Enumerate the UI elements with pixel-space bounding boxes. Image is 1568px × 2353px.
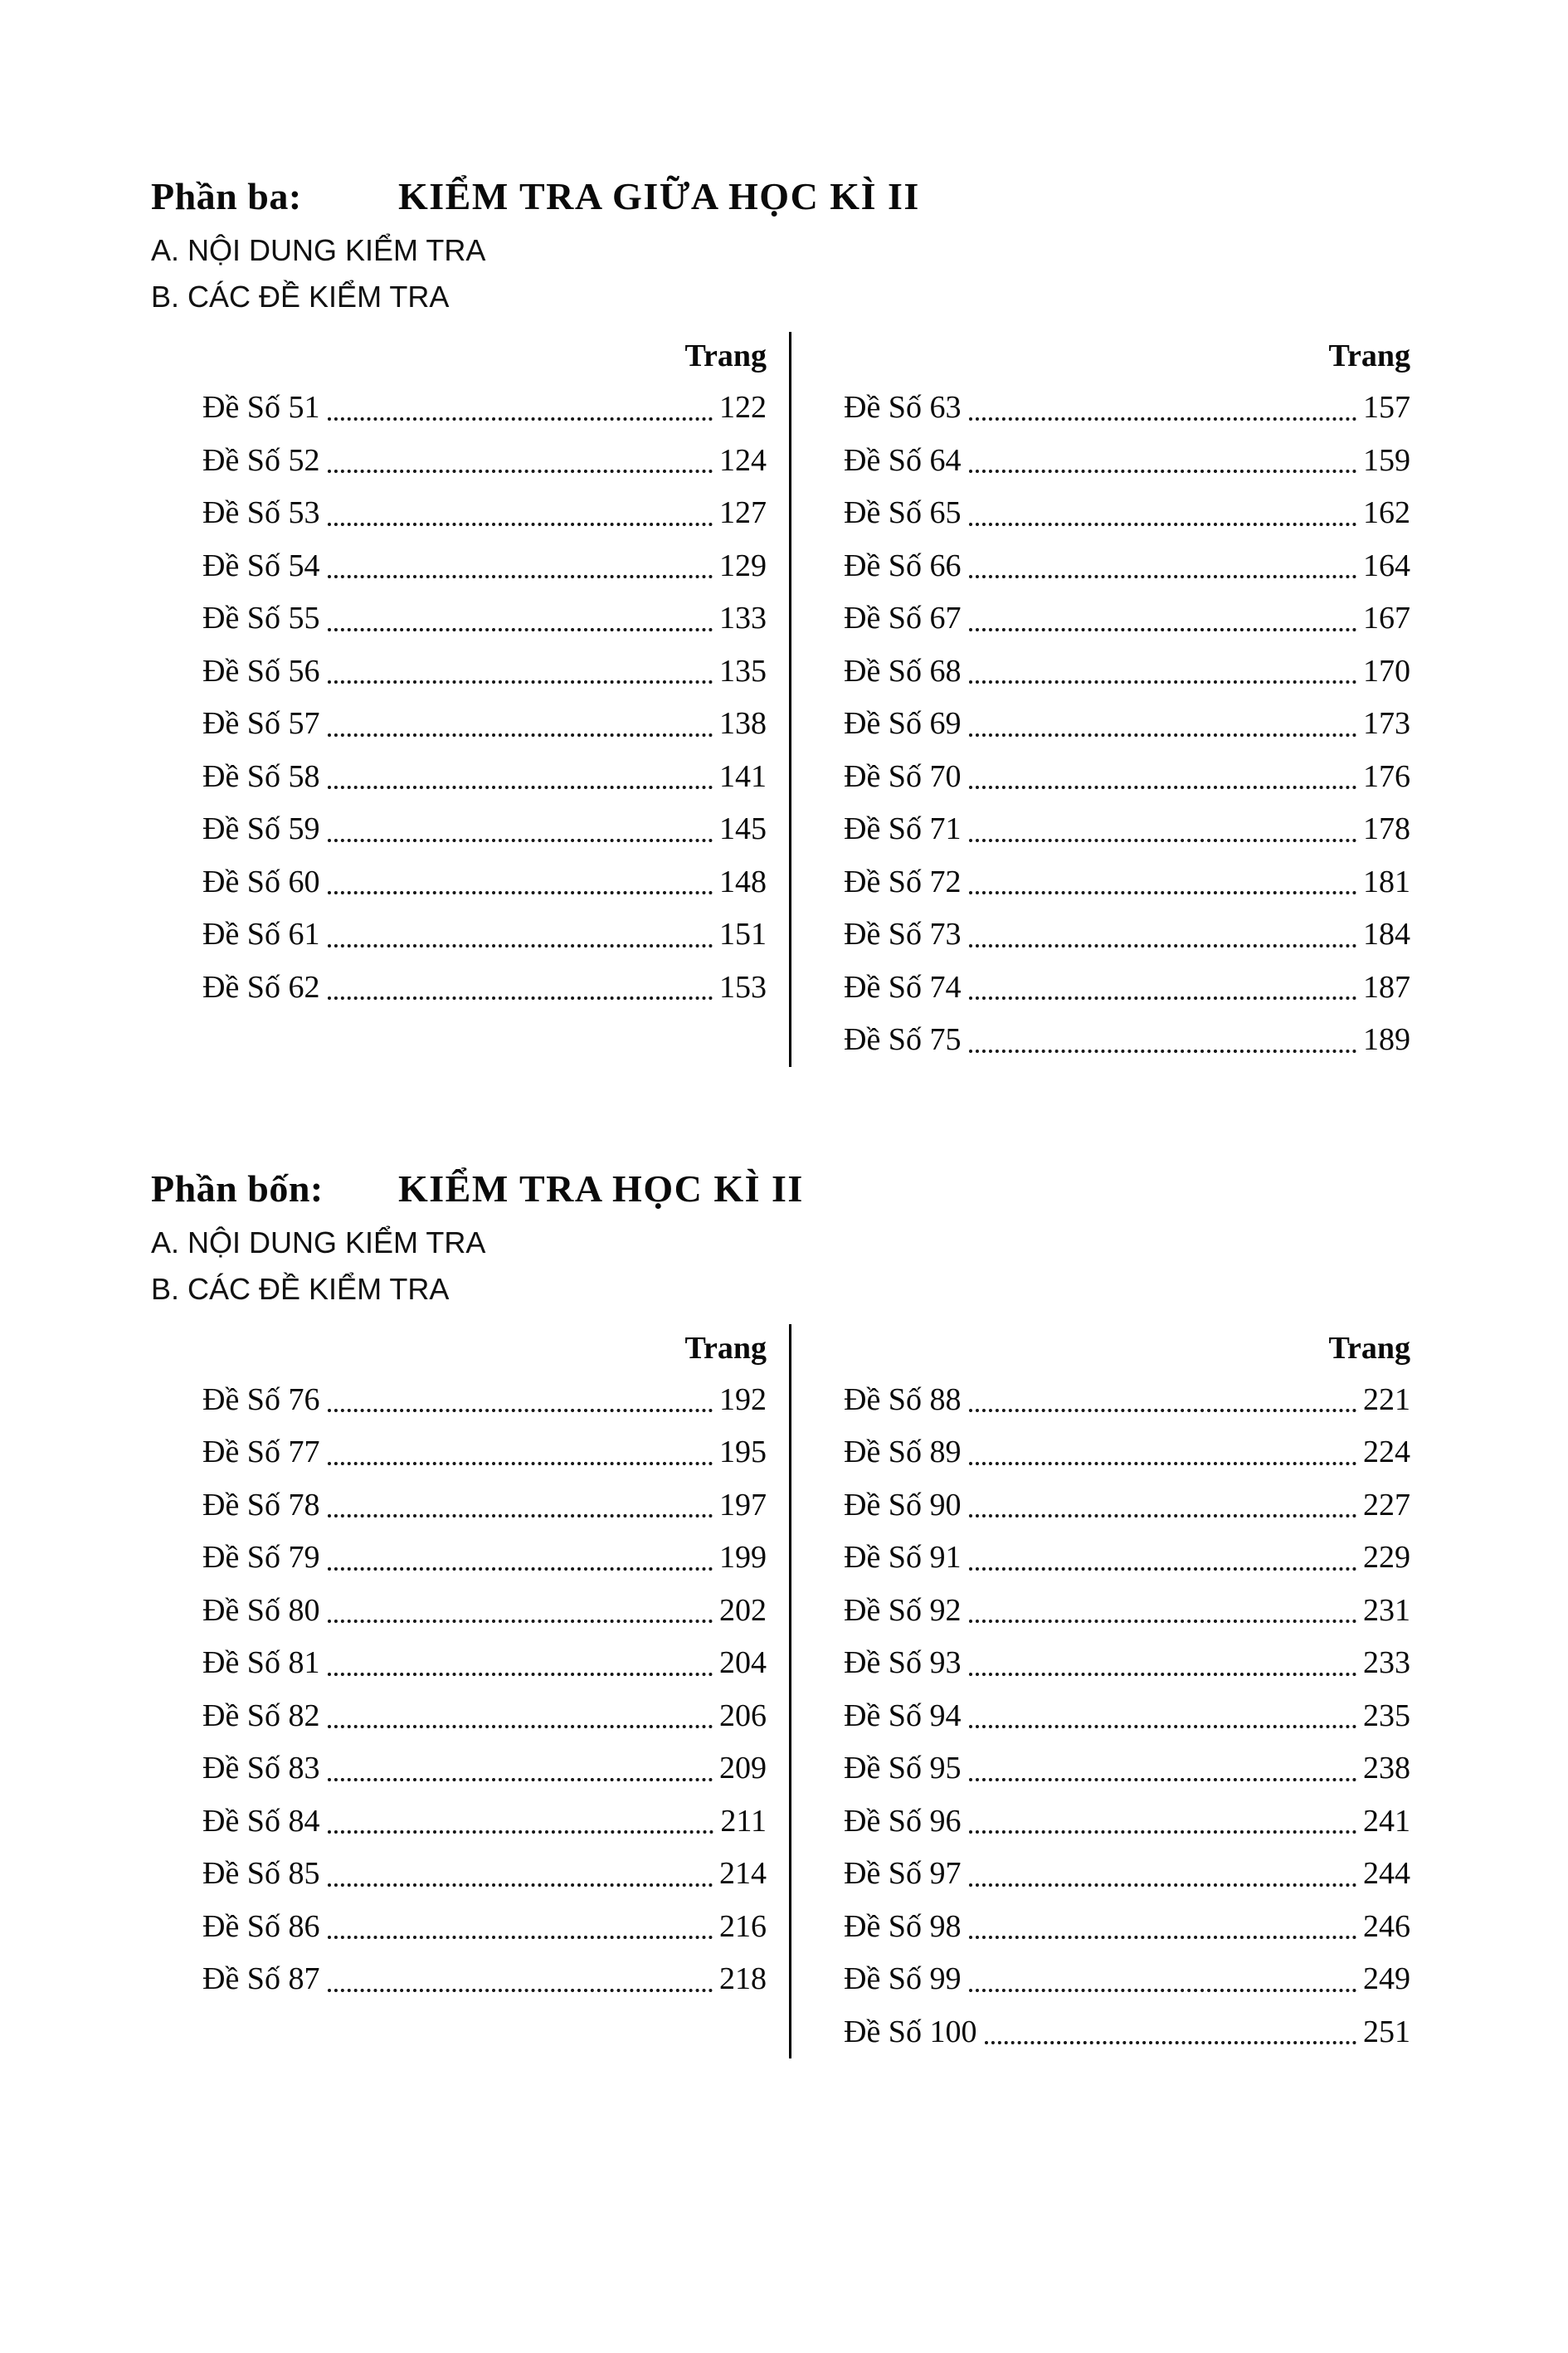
dot-leader (969, 575, 1356, 578)
toc-entry-label: Đề Số 57 (202, 706, 320, 741)
toc-entry-page: 249 (1363, 1961, 1410, 1996)
toc-entry (202, 1848, 767, 1901)
toc-entry-page: 206 (719, 1698, 767, 1733)
toc-entry-page: 227 (1363, 1487, 1410, 1522)
toc-entry (202, 487, 767, 540)
toc-entry-label: Đề Số 97 (844, 1856, 962, 1891)
toc-entry-label: Đề Số 54 (202, 548, 320, 583)
toc-entry-label: Đề Số 81 (202, 1645, 320, 1680)
toc-column-left (151, 1324, 791, 2059)
dot-leader (328, 417, 713, 421)
toc-entry-page: 192 (719, 1381, 767, 1417)
toc-entry-label: Đề Số 100 (844, 2014, 977, 2049)
toc-entry-label: Đề Số 53 (202, 495, 320, 530)
dot-leader (969, 1673, 1356, 1676)
toc-entry (202, 1637, 767, 1690)
dot-leader (328, 523, 713, 526)
toc-entry (844, 1795, 1410, 1849)
toc-entry-label: Đề Số 98 (844, 1908, 962, 1944)
toc-entry-page: 157 (1363, 390, 1410, 425)
toc-entry-page: 224 (1363, 1435, 1410, 1469)
toc-entry-label: Đề Số 74 (844, 969, 962, 1005)
dot-leader (328, 1514, 713, 1518)
dot-leader (328, 733, 713, 737)
toc-entry (202, 1901, 767, 1954)
toc-entry-page: 184 (1363, 917, 1410, 952)
toc-entry-label: Đề Số 99 (844, 1961, 962, 1996)
toc-entry-page: 170 (1363, 653, 1410, 689)
toc-entry-label: Đề Số 62 (202, 969, 320, 1005)
toc-entry-label: Đề Số 94 (844, 1698, 962, 1733)
section-heading-label: Phần bốn: (151, 1167, 324, 1210)
toc-entry-label: Đề Số 77 (202, 1435, 320, 1469)
dot-leader (328, 1567, 713, 1571)
toc-entry (844, 856, 1410, 909)
toc-entry-page: 233 (1363, 1645, 1410, 1680)
section-heading-label: Phần ba: (151, 175, 302, 217)
section-heading (151, 173, 1410, 221)
toc-entry (844, 592, 1410, 645)
toc-entry (202, 540, 767, 593)
toc-entry-page: 181 (1363, 864, 1410, 899)
toc-entry (844, 803, 1410, 856)
toc-entry-list (202, 382, 767, 1014)
dot-leader (969, 1514, 1356, 1518)
toc-entry-label: Đề Số 58 (202, 758, 320, 794)
toc-entry-label: Đề Số 89 (844, 1435, 962, 1469)
toc-entry-page: 187 (1363, 969, 1410, 1005)
toc-entry (844, 1901, 1410, 1954)
dot-leader (969, 839, 1356, 842)
dot-leader (969, 1778, 1356, 1781)
dot-leader (985, 2041, 1356, 2044)
toc-entry-list (844, 382, 1410, 1067)
dot-leader (328, 1830, 713, 1834)
toc-entry (844, 1690, 1410, 1743)
dot-leader (969, 1936, 1356, 1939)
toc-entry-label: Đề Số 78 (202, 1487, 320, 1522)
dot-leader (969, 786, 1356, 789)
dot-leader (969, 1462, 1356, 1465)
toc-entry (844, 1637, 1410, 1690)
toc-entry (202, 1795, 767, 1849)
toc-entry-label: Đề Số 56 (202, 653, 320, 689)
dot-leader (328, 786, 713, 789)
toc-entry-page: 127 (719, 495, 767, 530)
toc-entry-page: 211 (720, 1803, 767, 1839)
toc-entry (202, 1742, 767, 1795)
toc-entry-label: Đề Số 75 (844, 1022, 962, 1057)
toc-entry-page: 216 (719, 1908, 767, 1944)
toc-entry-page: 178 (1363, 811, 1410, 846)
toc-entry (202, 1953, 767, 2006)
toc-entry-page: 176 (1363, 758, 1410, 794)
toc-entry-page: 209 (719, 1751, 767, 1785)
dot-leader (969, 417, 1356, 421)
toc-entry-label: Đề Số 70 (844, 758, 962, 794)
toc-entry (202, 382, 767, 435)
toc-entry-label: Đề Số 59 (202, 811, 320, 846)
toc-entry (844, 435, 1410, 488)
toc-entry-label: Đề Số 87 (202, 1961, 320, 1996)
toc-entry-page: 218 (719, 1961, 767, 1996)
dot-leader (969, 470, 1356, 473)
toc-entry-label: Đề Số 66 (844, 548, 962, 583)
dot-leader (969, 733, 1356, 737)
dot-leader (969, 1989, 1356, 1992)
toc-entry (844, 1953, 1410, 2006)
toc-entry-list (844, 1374, 1410, 2059)
dot-leader (328, 1778, 713, 1781)
toc-entry-page: 148 (719, 864, 767, 899)
column-header-trang: Trang (684, 1330, 767, 1366)
toc-entry-page: 221 (1363, 1381, 1410, 1417)
toc-entry-label: Đề Số 86 (202, 1908, 320, 1944)
dot-leader (969, 1050, 1356, 1053)
toc-entry (844, 1426, 1410, 1479)
toc-entry-page: 153 (719, 969, 767, 1005)
toc-entry-list (202, 1374, 767, 2006)
toc-entry (202, 909, 767, 962)
toc-entry (844, 1374, 1410, 1427)
toc-entry (202, 1479, 767, 1532)
section-subitems (151, 1220, 1410, 1313)
toc-entry (844, 751, 1410, 804)
toc-entry-label: Đề Số 88 (844, 1381, 962, 1417)
dot-leader (328, 470, 713, 473)
dot-leader (969, 523, 1356, 526)
toc-entry-label: Đề Số 69 (844, 706, 962, 741)
toc-entry (844, 1479, 1410, 1532)
dot-leader (969, 944, 1356, 948)
dot-leader (328, 1883, 713, 1887)
toc-entry-page: 189 (1363, 1022, 1410, 1057)
toc-entry-page: 159 (1363, 442, 1410, 478)
toc-entry-label: Đề Số 72 (844, 864, 962, 899)
toc-entry-page: 195 (719, 1435, 767, 1469)
toc-entry (202, 592, 767, 645)
toc-entry-page: 235 (1363, 1698, 1410, 1733)
toc-entry-page: 246 (1363, 1908, 1410, 1944)
toc-entry-page: 141 (719, 758, 767, 794)
dot-leader (969, 996, 1356, 1000)
toc-entry (844, 540, 1410, 593)
toc-entry-page: 151 (719, 917, 767, 952)
toc-entry-label: Đề Số 85 (202, 1856, 320, 1891)
column-header-trang: Trang (1328, 1330, 1410, 1366)
toc-columns (151, 1324, 1410, 2059)
toc-entry-label: Đề Số 60 (202, 864, 320, 899)
toc-entry-label: Đề Số 82 (202, 1698, 320, 1733)
toc-entry (202, 856, 767, 909)
toc-entry (844, 1532, 1410, 1585)
toc-entry-page: 214 (719, 1856, 767, 1891)
toc-entry-label: Đề Số 52 (202, 442, 320, 478)
dot-leader (328, 839, 713, 842)
section-subitem: A. NỘI DUNG KIỂM TRA (151, 233, 486, 267)
toc-entry-label: Đề Số 68 (844, 653, 962, 689)
section-subitem: A. NỘI DUNG KIỂM TRA (151, 1225, 486, 1259)
dot-leader (969, 1883, 1356, 1887)
toc-section (151, 173, 1410, 1067)
toc-entry (844, 909, 1410, 962)
toc-entry-page: 122 (719, 390, 767, 425)
toc-entry-page: 244 (1363, 1856, 1410, 1891)
toc-entry (844, 2006, 1410, 2059)
toc-entry (844, 962, 1410, 1015)
toc-entry-label: Đề Số 93 (844, 1645, 962, 1680)
section-subitems (151, 227, 1410, 320)
section-subitem: B. CÁC ĐỀ KIỂM TRA (151, 1271, 450, 1306)
dot-leader (969, 891, 1356, 894)
toc-entry (202, 803, 767, 856)
dot-leader (328, 996, 713, 1000)
toc-entry (202, 1374, 767, 1427)
dot-leader (328, 944, 713, 948)
toc-entry (844, 1014, 1410, 1067)
toc-entry-page: 164 (1363, 548, 1410, 583)
toc-entry-label: Đề Số 84 (202, 1803, 320, 1839)
toc-entry-page: 241 (1363, 1803, 1410, 1839)
toc-entry (844, 698, 1410, 751)
toc-entry-page: 199 (719, 1540, 767, 1575)
dot-leader (328, 1936, 713, 1939)
section-subitem: B. CÁC ĐỀ KIỂM TRA (151, 280, 450, 314)
toc-entry-label: Đề Số 79 (202, 1540, 320, 1575)
column-header-trang: Trang (684, 339, 767, 373)
toc-entry (844, 1848, 1410, 1901)
toc-entry (844, 1742, 1410, 1795)
toc-entry-page: 162 (1363, 495, 1410, 530)
dot-leader (328, 1673, 713, 1676)
toc-entry-page: 167 (1363, 601, 1410, 636)
toc-entry-page: 129 (719, 548, 767, 583)
toc-entry (202, 435, 767, 488)
toc-entry-label: Đề Số 76 (202, 1381, 320, 1417)
toc-entry-page: 229 (1363, 1540, 1410, 1575)
toc-entry (202, 962, 767, 1015)
section-heading (151, 1165, 1410, 1213)
dot-leader (969, 1409, 1356, 1412)
toc-entry (202, 751, 767, 804)
dot-leader (969, 1725, 1356, 1728)
toc-entry-label: Đề Số 55 (202, 601, 320, 636)
dot-leader (328, 1462, 713, 1465)
dot-leader (969, 680, 1356, 684)
toc-entry-label: Đề Số 51 (202, 390, 320, 425)
toc-entry (844, 382, 1410, 435)
dot-leader (969, 1620, 1356, 1623)
toc-entry-label: Đề Số 92 (844, 1592, 962, 1628)
toc-entry (844, 645, 1410, 699)
toc-entry (202, 698, 767, 751)
toc-columns (151, 332, 1410, 1067)
column-header-trang: Trang (1328, 339, 1410, 373)
toc-entry-page: 173 (1363, 706, 1410, 741)
dot-leader (328, 1620, 713, 1623)
toc-entry-page: 204 (719, 1645, 767, 1680)
toc-entry (202, 1532, 767, 1585)
toc-entry-label: Đề Số 63 (844, 390, 962, 425)
toc-entry-label: Đề Số 67 (844, 601, 962, 636)
toc-entry-page: 145 (719, 811, 767, 846)
toc-entry (844, 487, 1410, 540)
dot-leader (969, 628, 1356, 631)
toc-entry-page: 133 (719, 601, 767, 636)
toc-entry-page: 251 (1363, 2014, 1410, 2049)
toc-entry-label: Đề Số 90 (844, 1487, 962, 1522)
toc-entry-label: Đề Số 83 (202, 1751, 320, 1785)
toc-entry (202, 1585, 767, 1638)
toc-entry (202, 645, 767, 699)
toc-column-left (151, 332, 791, 1067)
toc-entry-label: Đề Số 71 (844, 811, 962, 846)
toc-entry-label: Đề Số 96 (844, 1803, 962, 1839)
section-heading-title: KIỂM TRA GIỮA HỌC KÌ II (398, 175, 920, 217)
toc-entry-label: Đề Số 73 (844, 917, 962, 952)
toc-entry-label: Đề Số 61 (202, 917, 320, 952)
dot-leader (328, 891, 713, 894)
toc-entry-label: Đề Số 65 (844, 495, 962, 530)
dot-leader (328, 1409, 713, 1412)
toc-section (151, 1165, 1410, 2059)
toc-entry (844, 1585, 1410, 1638)
section-heading-title: KIỂM TRA HỌC KÌ II (398, 1167, 804, 1210)
dot-leader (969, 1830, 1356, 1834)
dot-leader (969, 1567, 1356, 1571)
toc-entry-label: Đề Số 64 (844, 442, 962, 478)
toc-entry-page: 231 (1363, 1592, 1410, 1628)
dot-leader (328, 1989, 713, 1992)
dot-leader (328, 575, 713, 578)
toc-entry-label: Đề Số 95 (844, 1751, 962, 1785)
toc-entry (202, 1690, 767, 1743)
toc-entry-page: 202 (719, 1592, 767, 1628)
toc-entry-page: 138 (719, 706, 767, 741)
dot-leader (328, 1725, 713, 1728)
toc-entry-page: 238 (1363, 1751, 1410, 1785)
dot-leader (328, 680, 713, 684)
dot-leader (328, 628, 713, 631)
toc-column-right (791, 332, 1410, 1067)
toc-entry-page: 135 (719, 653, 767, 689)
toc-entry (202, 1426, 767, 1479)
toc-column-right (791, 1324, 1410, 2059)
toc-entry-page: 197 (719, 1487, 767, 1522)
toc-entry-label: Đề Số 80 (202, 1592, 320, 1628)
toc-entry-label: Đề Số 91 (844, 1540, 962, 1575)
toc-entry-page: 124 (719, 442, 767, 478)
